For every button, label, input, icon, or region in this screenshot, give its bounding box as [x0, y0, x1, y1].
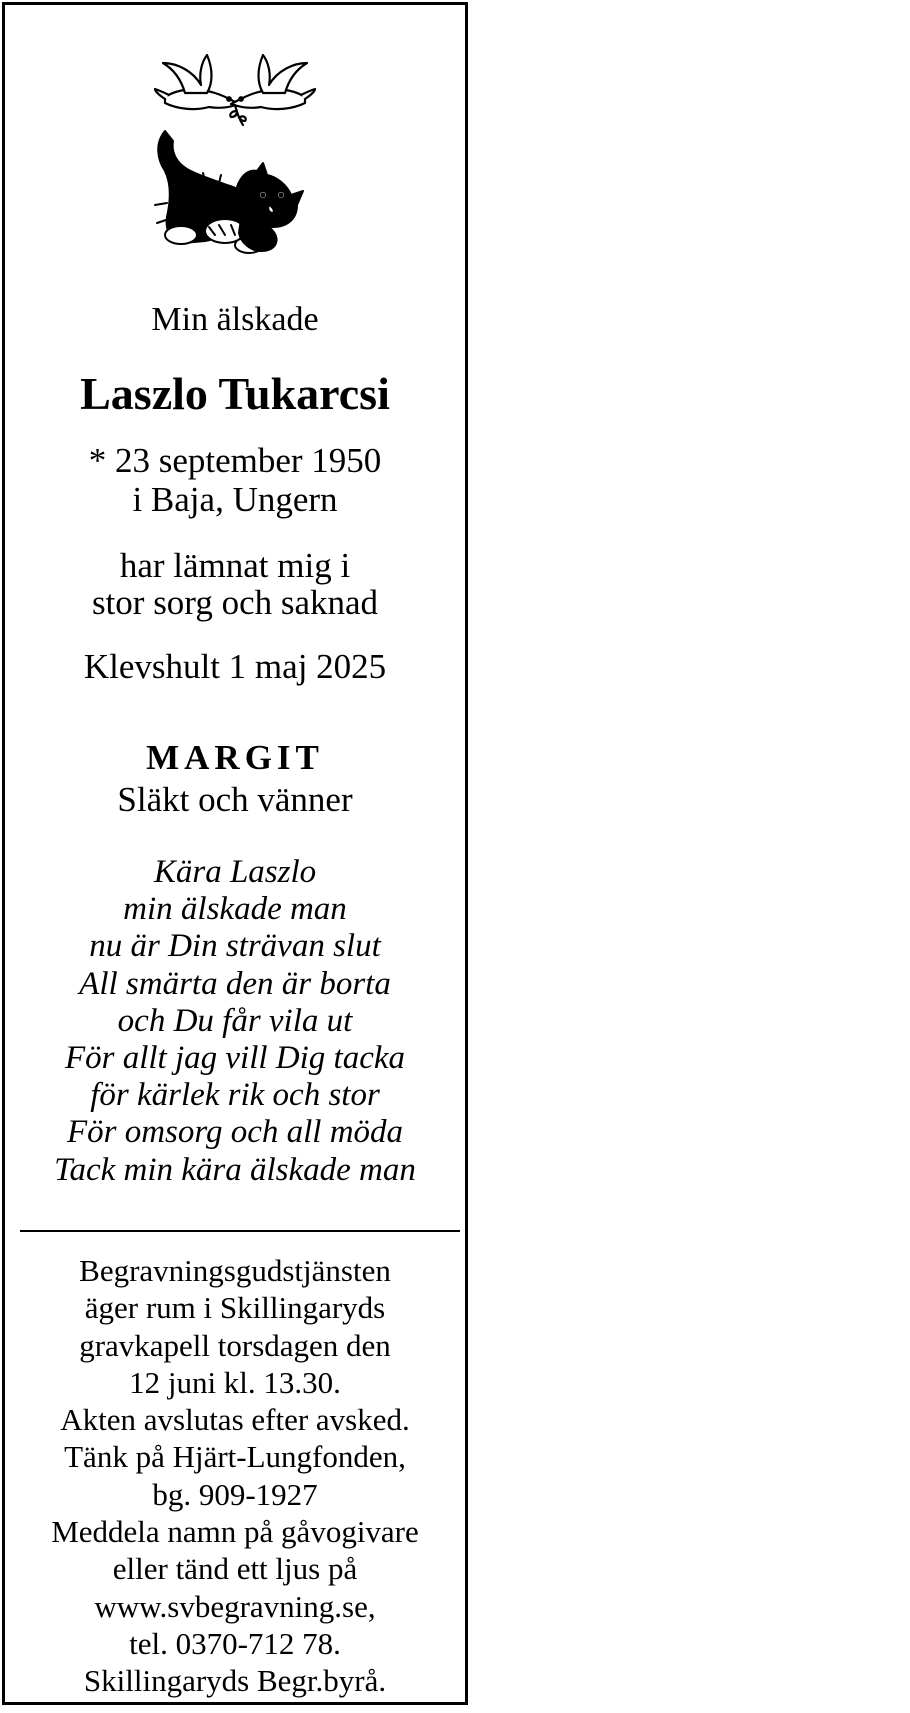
signers	[5, 737, 465, 821]
funeral-line: Tänk på Hjärt-Lungfonden,	[64, 1439, 406, 1475]
birth-line: i Baja, Ungern	[132, 480, 338, 519]
funeral-line: gravkapell torsdagen den	[79, 1327, 391, 1363]
poem	[5, 854, 465, 1189]
place-date	[5, 649, 465, 684]
funeral-line: Akten avslutas efter avsked.	[60, 1402, 410, 1438]
poem-line: nu är Din strävan slut	[89, 928, 381, 965]
poem-line: All smärta den är borta	[79, 965, 391, 1002]
funeral-line: Skillingaryds Begr.byrå.	[83, 1663, 387, 1699]
poem-line: för kärlek rik och stor	[90, 1077, 380, 1114]
funeral-line: äger rum i Skillingaryds	[84, 1290, 386, 1326]
passing-line: stor sorg och saknad	[91, 583, 379, 622]
cats-icon	[5, 123, 465, 263]
poem-line: min älskade man	[123, 891, 347, 928]
poem-line: För allt jag vill Dig tacka	[64, 1040, 406, 1077]
passing-text	[5, 547, 465, 621]
birth-info	[5, 441, 465, 519]
funeral-info	[5, 1252, 465, 1700]
poem-line: Kära Laszlo	[153, 854, 317, 890]
signer-line: Släkt och vänner	[117, 780, 353, 819]
name-line: Laszlo Tukarcsi	[80, 368, 390, 419]
signer-name: MARGIT	[146, 738, 324, 777]
doves-icon	[5, 49, 465, 129]
obituary-frame	[2, 2, 468, 1705]
funeral-line: bg. 909-1927	[152, 1476, 318, 1512]
funeral-line: tel. 0370-712 78.	[129, 1625, 341, 1661]
passing-line: har lämnat mig i	[119, 546, 351, 585]
place-date-line: Klevshult 1 maj 2025	[83, 647, 387, 686]
deceased-name	[5, 368, 465, 419]
birth-line: * 23 september 1950	[88, 441, 382, 480]
intro-line: Min älskade	[151, 301, 319, 338]
intro-text	[5, 303, 465, 337]
funeral-line: Begravningsgudstjänsten	[79, 1253, 391, 1288]
funeral-line: eller tänd ett ljus på	[112, 1551, 358, 1587]
poem-line: För omsorg och all möda	[66, 1114, 404, 1151]
funeral-line: Meddela namn på gåvogivare	[51, 1514, 419, 1550]
funeral-line: www.svbegravning.se,	[94, 1588, 376, 1624]
poem-line: och Du får vila ut	[117, 1002, 353, 1039]
funeral-line: 12 juni kl. 13.30.	[129, 1364, 341, 1400]
poem-line: Tack min kära älskade man	[54, 1151, 416, 1188]
divider-line	[20, 1230, 460, 1232]
